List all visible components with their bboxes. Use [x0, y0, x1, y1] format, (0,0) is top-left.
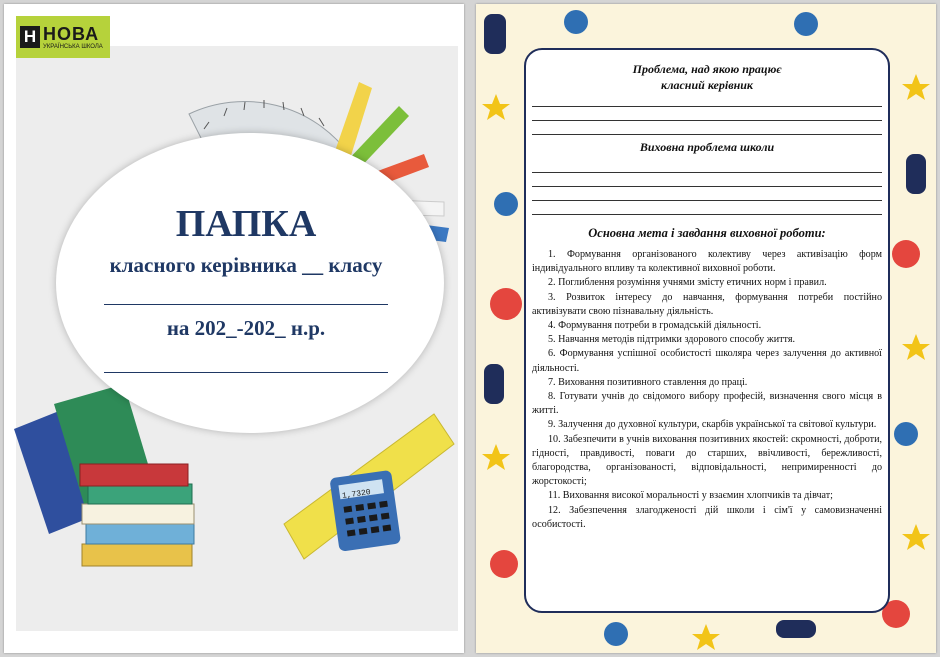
list-item: 12. Забезпечення злагодженості дій школи і сім'ї у самовизначенні особистості. [532, 504, 882, 530]
logo-subtitle: УКРАЇНСЬКА ШКОЛА [43, 43, 103, 50]
blank-line [532, 120, 882, 121]
list-item: 7. Виховання позитивного ставлення до праці. [548, 376, 748, 388]
list-item: 10. Забезпечити в учнів виховання позитивних якостей: скромності, доброти, гідності, правдивості, поваги до старших, ввічливості, бережливості, благородства, організованості, відповідальності, непримиренності до жорстокості; [532, 433, 882, 488]
logo-mark: Н [20, 26, 40, 48]
cover-year: на 202_-202_ н.р. [166, 316, 326, 340]
blank-line [104, 304, 388, 305]
list-item: 6. Формування успішної особистості школяра через залучення до активної діяльності. [532, 348, 882, 374]
cover-page [4, 4, 464, 653]
content-frame [524, 48, 890, 613]
school-problem-heading: Виховна проблема школи [639, 140, 775, 154]
list-item: 2. Поглиблення розуміння учнями змісту етичних норм і правил. [548, 277, 827, 289]
list-item: 4. Формування потреби в громадській діяльності. [548, 320, 762, 332]
blank-line [532, 172, 882, 173]
blank-line [104, 372, 388, 373]
list-item: 3. Розвиток інтересу до навчання, формування потреби постійно активізувати свою пізнавальну діяльність. [532, 291, 882, 317]
calculator-icon [329, 470, 401, 552]
book-stack-icon [80, 464, 194, 566]
goals-heading: Основна мета і завдання виховної роботи: [588, 226, 826, 240]
goals-list [532, 248, 882, 532]
list-item: 9. Залучення до духовної культури, скарбів української та світової культури. [548, 419, 877, 431]
title-circle [56, 133, 444, 433]
problem-heading-line2: класний керівник [661, 78, 753, 92]
info-page [476, 4, 936, 653]
list-item: 1. Формування організованого колективу через активізацію форм індивідуального впливу та колективної виховної роботи. [532, 249, 882, 275]
problem-heading: Проблема, над якою працює [632, 62, 782, 76]
cover-title: ПАПКА [175, 203, 317, 245]
blank-line [532, 106, 882, 107]
blank-line [532, 200, 882, 201]
cover-subtitle: класного керівника __ класу [109, 253, 383, 277]
list-item: 11. Виховання високої моральності у взаємин хлопчиків та дівчат; [548, 490, 833, 502]
blank-line [532, 214, 882, 215]
blank-line [532, 186, 882, 187]
nova-school-logo [16, 16, 110, 58]
list-item: 8. Готувати учнів до свідомого вибору професій, визначення свого місця в житті. [532, 391, 882, 417]
logo-name: НОВА [43, 23, 100, 44]
calculator-display: 1,7320 [341, 488, 372, 501]
blank-line [532, 134, 882, 135]
list-item: 5. Навчання методів підтримки здорового способу життя. [548, 334, 795, 346]
